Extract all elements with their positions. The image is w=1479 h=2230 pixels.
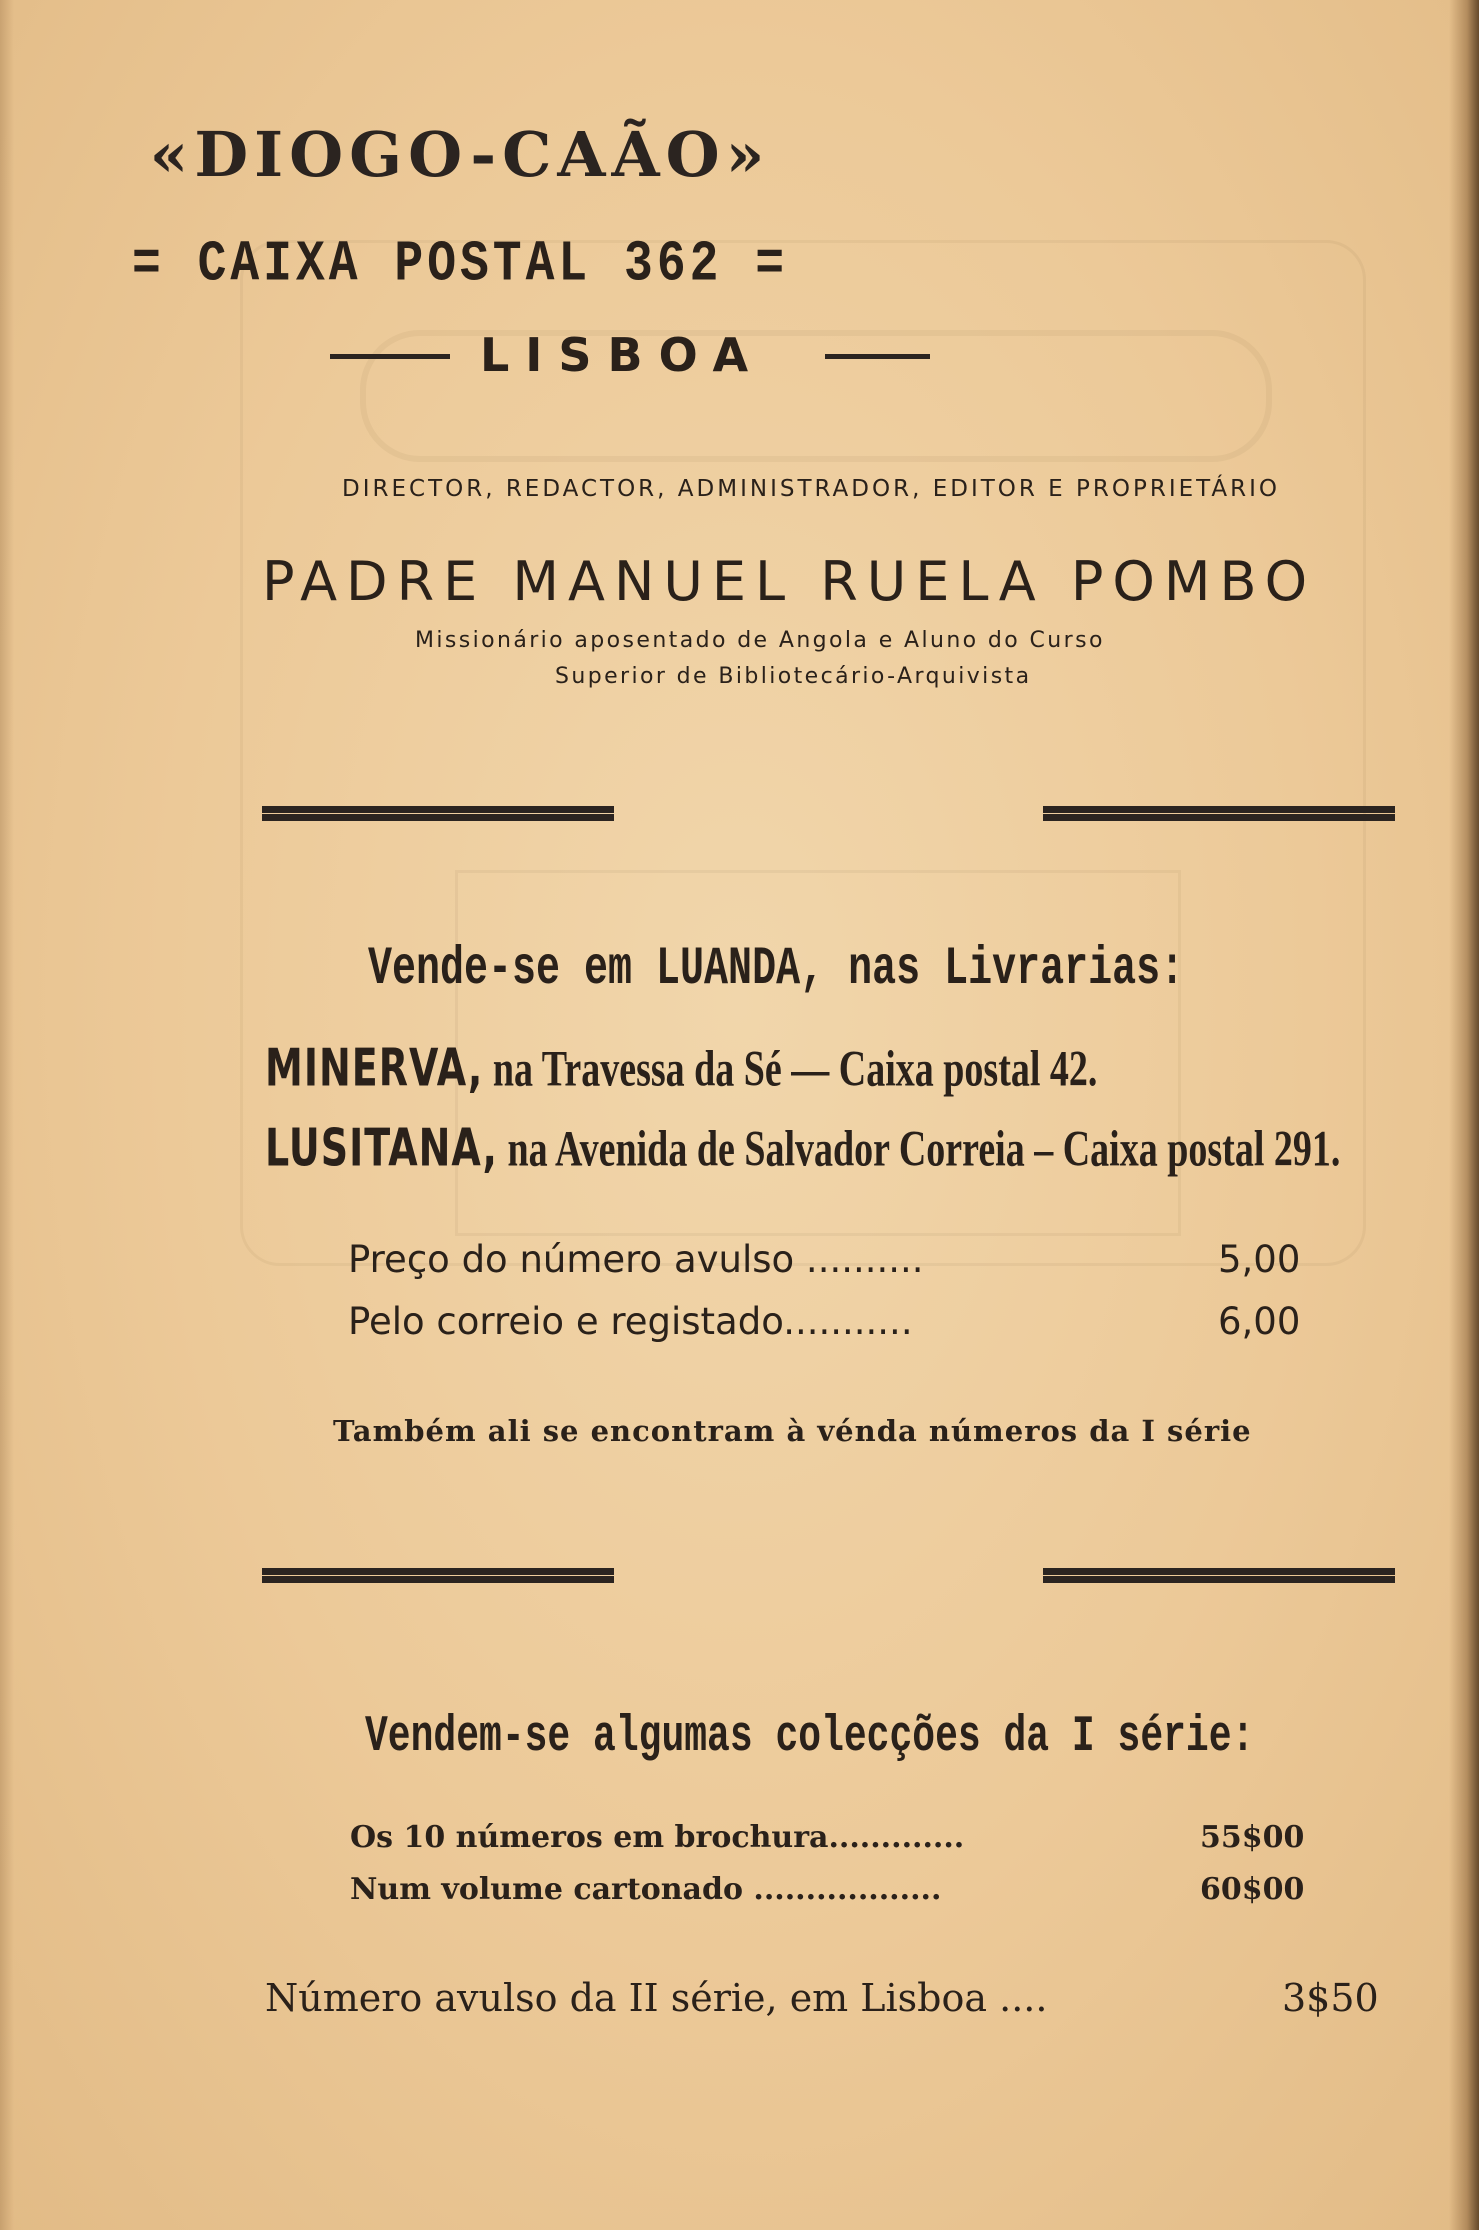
roles-line: DIRECTOR, REDACTOR, ADMINISTRADOR, EDITOR E PROPRIETÁRIO (342, 476, 1280, 502)
divider-right-2 (1043, 1568, 1395, 1575)
price-value: 6,00 (1218, 1300, 1301, 1343)
price-label: Preço do número avulso .......... (348, 1238, 924, 1281)
shop-minerva (265, 1038, 1097, 1099)
city-name: LISBOA (480, 328, 765, 382)
masthead-title: «DIOGO-CAÃO» (149, 118, 771, 191)
bio-line-2: Superior de Bibliotecário-Arquivista (555, 664, 1032, 689)
collections-heading: Vendem-se algumas colecções da I série: (365, 1708, 1255, 1767)
shop-address: na Avenida de Salvador Correia – Caixa postal 291. (497, 1120, 1341, 1178)
divider-left-1 (262, 806, 614, 813)
shop-name: MINERVA, (265, 1038, 484, 1098)
shop-name: LUSITANA, (265, 1118, 498, 1178)
city-rule-left (330, 354, 450, 359)
collection-price: 55$00 (1200, 1820, 1305, 1855)
collection-label: Num volume cartonado .................. (350, 1872, 942, 1907)
shop-address: na Travessa da Sé — Caixa postal 42. (483, 1040, 1098, 1098)
divider-left-2 (262, 1568, 614, 1575)
divider-right-1 (1043, 806, 1395, 813)
price-label: Pelo correio e registado........... (348, 1300, 913, 1343)
collection-label: Os 10 números em brochura............. (350, 1820, 965, 1855)
single-issue-price: 3$50 (1282, 1976, 1379, 2020)
page-edge-right (1449, 0, 1479, 2230)
price-value: 5,00 (1218, 1238, 1301, 1281)
shop-lusitana (265, 1118, 1340, 1179)
luanda-heading: Vende-se em LUANDA, nas Livrarias: (368, 940, 1185, 1001)
city-rule-right (825, 354, 930, 359)
page-edge-left (0, 0, 14, 2230)
postal-box: = CAIXA POSTAL 362 = (131, 232, 789, 298)
collection-price: 60$00 (1200, 1872, 1305, 1907)
bio-line-1: Missionário aposentado de Angola e Aluno do Curso (415, 628, 1105, 653)
availability-note: Também ali se encontram à vénda números da I série (333, 1414, 1252, 1448)
editor-name: PADRE MANUEL RUELA POMBO (262, 550, 1317, 613)
single-issue-label: Número avulso da II série, em Lisboa .... (265, 1976, 1048, 2020)
